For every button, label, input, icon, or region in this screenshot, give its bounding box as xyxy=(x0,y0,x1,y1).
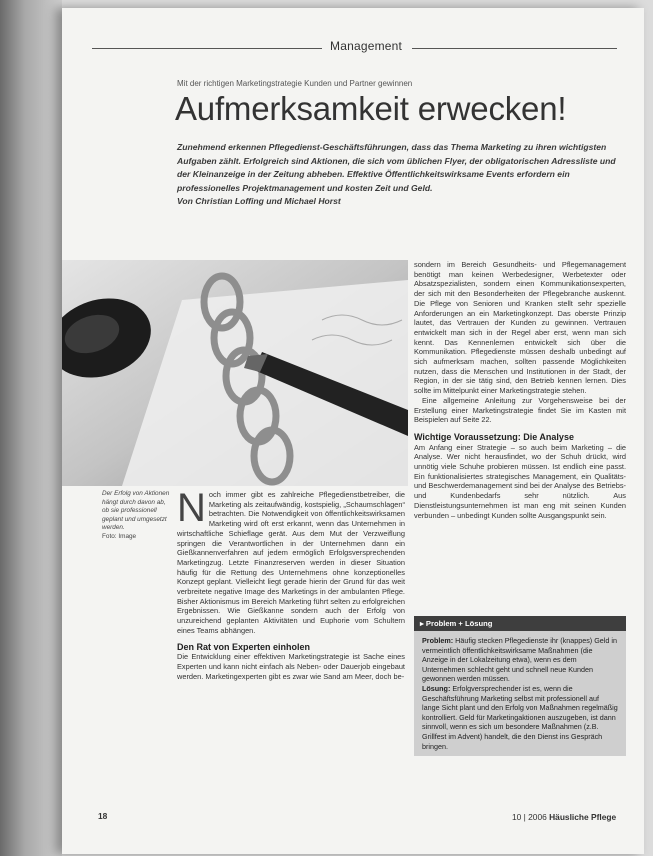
article-kicker: Mit der richtigen Marketingstrategie Kunden und Partner gewinnen xyxy=(177,79,413,88)
column-middle-paragraph-1 xyxy=(177,486,405,636)
article-headline: Aufmerksamkeit erwecken! xyxy=(175,90,567,127)
box-body xyxy=(414,631,626,756)
article-photo xyxy=(62,260,408,486)
photo-credit: Foto: Image xyxy=(102,532,137,540)
article-byline: Von Christian Loffing und Michael Horst xyxy=(177,196,341,207)
footer-issue xyxy=(512,812,616,822)
box-solution-label: Lösung: xyxy=(422,683,451,693)
header-rule-right xyxy=(412,48,617,49)
column-right-paragraph-2: Eine allgemeine Anleitung zur Vorgehensweise bei der Erstellung einer Marketingstrategie findet Sie im Kasten mit Beispielen auf Seite 22. xyxy=(414,395,626,425)
drop-cap: N xyxy=(177,486,206,530)
box-problem xyxy=(422,636,618,684)
column-middle-paragraph-2: Die Entwicklung einer effektiven Marketingstrategie ist Sache eines Experten und kann nicht einfach als Neben- oder Dauerjob eingebaut werden. Marketingexperten gibt es zwar wie Sand am Meer, doch be- xyxy=(177,652,405,681)
magazine-page xyxy=(62,8,644,854)
article-column-right xyxy=(414,260,626,520)
column-right-paragraph-1: sondern im Bereich Gesundheits- und Pflegemanagement benötigt man keinen Werbedesigner, Werbetexter oder Absatzspezialisten, sondern einen Kommunikationsexperten, der sich mit den Besonderheiten der Pflegebranche auskennt. Die Pflege von Senioren und Kranken stellt sehr spezielle Anforderungen an ein Marketingkonzept. Das oberste Prinzip lautet, das Vertrauen der Kunden zu gewinnen. Vertrauen entwickelt man sich in der Regel aber erst, wenn man sich kennt. Das Kennenlernen entwickelt sich über die Kommunikation. Pflegedienste müssen deshalb unbedingt auf sich aufmerksam machen, sollten passende Möglichkeiten nutzen, dass die Menschen und Institutionen in der Stadt, der Region, in der sie tätig sind, den Betrieb kennen lernen. Dies sollte im Mittelpunkt einer Marketingstrategie stehen. xyxy=(414,260,626,396)
header-rule-left xyxy=(92,48,322,49)
photo-caption: Der Erfolg von Aktionen hängt durch davon ab, ob sie professionell geplant und umgesetzt werden. xyxy=(102,490,170,532)
box-problem-text: Häufig stecken Pflegedienste ihr (knappes) Geld in vermeintlich öffentlichkeitswirksame Maßnahmen (die Anzeige in der Lokalzeitung etwa), wenn es dem Unternehmen schlecht geht und schnell neue Kunden gewonnen werden müssen. xyxy=(422,636,617,684)
article-lead-block xyxy=(177,141,617,206)
box-title: Problem + Lösung xyxy=(425,619,493,628)
box-solution-text: Erfolgversprechender ist es, wenn die Geschäftsführung Marketing selbst mit professionell auf lange Sicht plant und den Erfolg von Maßnahmen regelmäßig kontrolliert. Geld für Marketingaktionen auszugeben, ist dann sinnvoll, wenn es sich um besondere Maßnahmen (z.B. Grillfest im Advent) handelt, die den Dienst ins Gespräch bringen. xyxy=(422,683,618,751)
article-lead: Zunehmend erkennen Pflegedienst-Geschäftsführungen, dass das Thema Marketing zu ihren wichtigsten Aufgaben zählt. Erfolgreich sind Aktionen, die sich vom üblichen Flyer, der obligatorischen Adressliste und der Kleinanzeige in der Zeitung abheben. Effektive Öffentlichkeitswirksame Events erfordern ein professionelles Projektmanagement und kosten Zeit und Geld. xyxy=(177,142,616,193)
problem-solution-box xyxy=(414,616,626,756)
box-title-bar: ▸ Problem + Lösung xyxy=(414,616,626,631)
photo-illustration xyxy=(62,260,408,486)
column-right-paragraph-3: Am Anfang einer Strategie – so auch beim Marketing – die Analyse. Wer nicht herausfindet, wo der Schuh drückt, wird unnötig viele Schuhe probieren müssen. Ist endlich eine passt. Ein funktionalisiertes strategisches Management, ein Qualitäts- und Beschwerdemanagement sind bei der Analyse des Betriebs- und Kundenbedarfs sehr nützlich. Aus Dienstleistungsunternehmen ist man eng mit seinen Kunden verbunden – unbedingt Kunden sollte Ausgangspunkt sein. xyxy=(414,442,626,520)
footer-issue-date: 10 | 2006 xyxy=(512,812,547,822)
footer-magazine-name: Häusliche Pflege xyxy=(549,812,617,822)
subhead-experts: Den Rat von Experten einholen xyxy=(177,641,311,652)
column-middle-text-1: och immer gibt es zahlreiche Pflegedienstbetreiber, die Marketing als zeitaufwändig, kostspielig, „Schaumschlagen“ betrachten. Die Notwendigkeit von öffentlichkeitswirksamen Marketing wird oft erst erkannt, wenn das Unternehmen in wirtschaftliche Schieflage gerät. Aus dem Mut der Verzweiflung springen die Verantwortlichen in der Unternehmen dann ein Gießkannenverfahren auf jedem ermöglich Erfolgsversprechenden Marketingzug. Letzte Finanzreserven werden in dieser Situation häufig für die Rettung des Unternehmens ohne konzeptionelles Konzept geplant. Vielleicht liegt gerade hierin der Grund für das weit verbreitete negative Image des Marketings in der ambulanten Pflege. Bisher Aktionismus im Bereich Marketing führt selten zu erfolgreichen Ergebnissen. Wie Gießkanne sondern auch der Erfolg von unzureichend geplanten Aktivitäten und Euphorie vom Schultern eines Teams abhängen. xyxy=(177,490,405,635)
box-problem-label: Problem: xyxy=(422,636,454,645)
photo-caption-block xyxy=(102,490,174,542)
book-binding xyxy=(0,0,62,856)
box-solution xyxy=(422,684,618,751)
subhead-analysis: Wichtige Voraussetzung: Die Analyse xyxy=(414,431,574,442)
article-column-middle xyxy=(177,486,405,681)
section-label: Management xyxy=(330,39,403,53)
page-number: 18 xyxy=(98,811,108,821)
